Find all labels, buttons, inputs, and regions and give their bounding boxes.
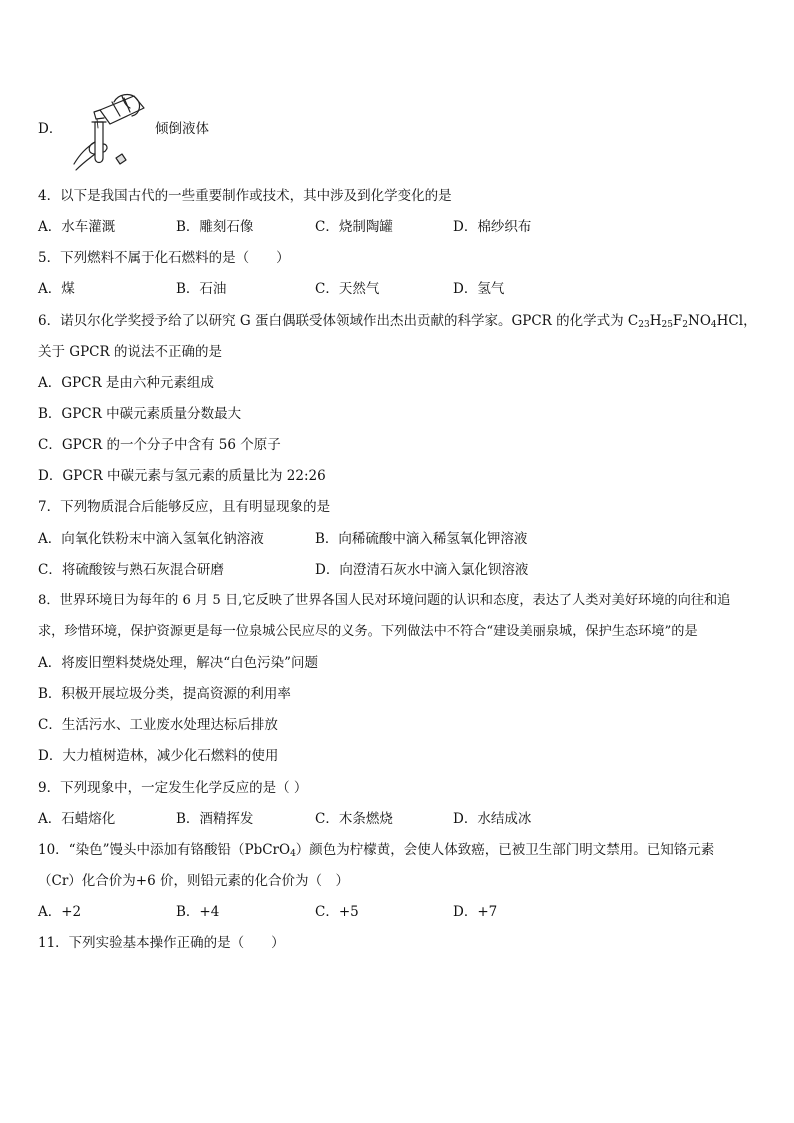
q4-option-c: C．烧制陶罐 [315,219,393,235]
q8-stem-line2: 求，珍惜环境，保护资源更是每一位泉城公民应尽的义务。下列做法中不符合“建设美丽泉城，保护生态环境”的是 [38,624,698,639]
q6-stem-line1 [38,312,757,330]
q6-option-a: A．GPCR 是由六种元素组成 [38,375,214,391]
q6-option-c: C．GPCR 的一个分子中含有 56 个原子 [38,437,281,453]
q6-option-d: D．GPCR 中碳元素与氢元素的质量比为 22:26 [38,468,326,484]
q7-option-b: B．向稀硫酸中滴入稀氢氧化钾溶液 [315,531,528,547]
q6-hcl: HCl， [716,313,757,329]
q7-option-a: A．向氧化铁粉末中滴入氢氧化钠溶液 [38,531,264,547]
q4-option-b: B．雕刻石像 [176,219,254,235]
q11-stem: 11．下列实验基本操作正确的是（ ） [38,935,285,951]
q9-stem: 9．下列现象中，一定发生化学反应的是（ ） [38,780,308,796]
q9-option-c: C．木条燃烧 [315,811,393,827]
q3-option-d-label: D． [38,121,63,137]
q6-no: NO [688,313,711,329]
q6-stem-line2: 关于 GPCR 的说法不正确的是 [38,344,222,360]
q4-stem: 4．以下是我国古代的一些重要制作或技术，其中涉及到化学变化的是 [38,188,452,204]
q7-stem: 7．下列物质混合后能够反应，且有明显现象的是 [38,499,331,515]
q5-option-b: B．石油 [176,281,227,297]
q6-stem-text: 6．诺贝尔化学奖授予给了以研究 G 蛋白偶联受体领域作出杰出贡献的科学家。GPCR 的化学式为 C [38,313,639,329]
q4-option-d: D．棉纱织布 [453,219,532,235]
q6-sub-c: 23 [638,320,650,330]
q10-stem-text1: 10．“染色”馒头中添加有铬酸铅（PbCrO [38,842,291,858]
q8-option-a: A．将废旧塑料焚烧处理，解决“白色污染”问题 [38,655,319,671]
q9-option-b: B．酒精挥发 [176,811,254,827]
q10-stem-text2: ）颜色为柠檬黄，会使人体致癌，已被卫生部门明文禁用。已知铬元素 [295,842,715,858]
q5-option-a: A．煤 [38,281,75,297]
q7-option-c: C．将硫酸铵与熟石灰混合研磨 [38,562,224,578]
q6-sub-h: 25 [661,320,673,330]
q6-option-b: B．GPCR 中碳元素质量分数最大 [38,406,242,422]
q5-option-c: C．天然气 [315,281,380,297]
q10-stem-line2: （Cr）化合价为+6 价，则铅元素的化合价为（ ） [38,873,349,889]
q8-option-d: D．大力植树造林，减少化石燃料的使用 [38,748,279,764]
q8-option-b: B．积极开展垃圾分类，提高资源的利用率 [38,686,291,702]
q9-option-a: A．石蜡熔化 [38,811,116,827]
q10-stem-line1 [38,841,714,859]
q10-option-c: C．+5 [315,904,359,920]
q3-option-d-text: 倾倒液体 [155,121,209,137]
q10-option-d: D．+7 [453,904,498,920]
pouring-liquid-illustration [64,92,156,172]
q5-option-d: D．氢气 [453,281,505,297]
q10-option-a: A．+2 [38,904,82,920]
q10-option-b: B．+4 [176,904,220,920]
q4-option-a: A．水车灌溉 [38,219,116,235]
q7-option-d: D．向澄清石灰水中滴入氯化钡溶液 [315,562,529,578]
q8-option-c: C．生活污水、工业废水处理达标后排放 [38,717,278,733]
q8-stem-line1: 8．世界环境日为每年的 6 月 5 日,它反映了世界各国人民对环境问题的认识和态度，表达了人类对美好环境的向往和追 [38,593,731,608]
q6-f: F [672,313,683,329]
q6-sub-o: 4 [710,320,717,330]
q5-stem: 5．下列燃料不属于化石燃料的是（ ） [38,250,290,266]
q10-sub: 4 [290,849,296,859]
q6-sub-f: 2 [682,320,689,330]
q9-option-d: D．水结成冰 [453,811,532,827]
q6-h: H [649,313,662,329]
